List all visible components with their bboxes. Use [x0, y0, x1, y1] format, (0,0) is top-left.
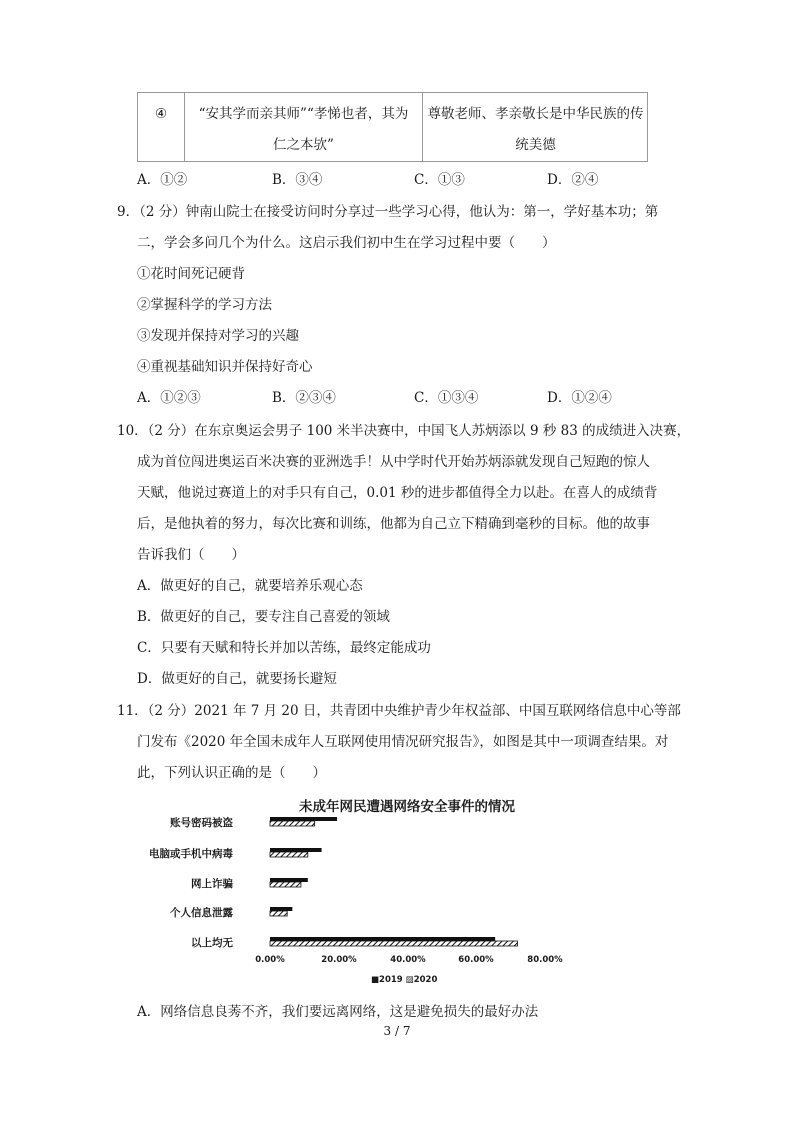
q11-stem-line: 11．（2 分）2021 年 7 月 20 日，共青团中央维护青少年权益部、中国互联网络信息中心等部 — [117, 703, 681, 719]
q11-stem-line: 门发布《2020 年全国未成年人互联网使用情况研究报告》，如图是其中一项调查结果。对 — [137, 734, 669, 750]
q9-item: ③发现并保持对学习的兴趣 — [137, 328, 299, 344]
q9-option-b[interactable]: B．②③④ — [272, 390, 336, 406]
chart-category-label: 个人信息泄露 — [170, 907, 233, 919]
bar-2020 — [270, 882, 301, 887]
q10-option-a[interactable]: A．做更好的自己，就要培养乐观心态 — [137, 578, 363, 594]
bar-2020 — [270, 852, 308, 857]
bar-2019 — [270, 848, 322, 852]
bar-2019 — [270, 817, 337, 821]
page-number: 3 / 7 — [383, 1024, 411, 1038]
q10-option-d[interactable]: D．做更好的自己，就要扬长避短 — [137, 671, 337, 687]
q9-stem-line2: 二，学会多问几个为什么。这启示我们初中生在学习过程中要（ ） — [137, 235, 556, 251]
bar-2019 — [270, 907, 292, 911]
q10-option-c[interactable]: C．只要有天赋和特长并加以苦练，最终定能成功 — [137, 640, 431, 656]
chart-tick-label: 20.00% — [321, 955, 357, 965]
q10-stem-line: 后，是他执着的努力，每次比赛和训练，他都为自己立下精确到毫秒的目标。他的故事 — [137, 516, 650, 532]
chart-category-label: 网上诈骗 — [191, 878, 233, 890]
q9-option-c[interactable]: C．①③④ — [414, 390, 479, 406]
q9-option-a[interactable]: A．①②③ — [137, 390, 201, 406]
q11-option-a[interactable]: A．网络信息良莠不齐，我们要远离网络，这是避免损失的最好办法 — [137, 1004, 539, 1020]
bar-2020 — [270, 911, 287, 916]
q10-option-b[interactable]: B．做更好的自己，要专注自己喜爱的领域 — [137, 609, 390, 625]
bar-2019 — [270, 937, 495, 941]
q8-option-c[interactable]: C．①③ — [414, 172, 465, 188]
legend-2019: ■2019 — [371, 975, 403, 985]
q10-stem-line: 10．（2 分）在东京奥运会男子 100 米半决赛中，中国飞人苏炳添以 9 秒 83 的成绩进入决赛， — [117, 423, 691, 439]
q9-item: ①花时间死记硬背 — [137, 266, 245, 282]
q11-stem-line: 此，下列认识正确的是（ ） — [137, 765, 326, 781]
table-row-number: ④ — [154, 106, 168, 122]
q8-option-b[interactable]: B．③④ — [272, 172, 323, 188]
table-meaning-line1: 尊敬老师、孝亲敬长是中华民族的传 — [427, 106, 644, 122]
bar-2020 — [270, 821, 315, 826]
chart-category-label: 账号密码被盗 — [170, 817, 233, 829]
legend-2020: ▨2020 — [405, 975, 438, 985]
chart-tick-label: 80.00% — [527, 955, 563, 965]
chart-category-label: 电脑或手机中病毒 — [149, 848, 233, 860]
q10-stem-line: 天赋，他说过赛道上的对手只有自己，0.01 秒的进步都值得全力以赴。在喜人的成绩背 — [137, 485, 658, 501]
table-quote-line1: “安其学而亲其师”“孝悌也者，其为 — [198, 106, 409, 122]
chart-category-label: 以上均无 — [191, 937, 233, 949]
table-meaning-line2: 统美德 — [515, 137, 556, 153]
chart-legend — [371, 975, 437, 985]
q8-option-d[interactable]: D．②④ — [547, 172, 599, 188]
table-quote-line2: 仁之本欤” — [273, 137, 334, 153]
q9-item: ②掌握科学的学习方法 — [137, 297, 272, 313]
q10-stem-line: 告诉我们（ ） — [137, 547, 245, 563]
bar-2020 — [270, 941, 518, 946]
chart-tick-label: 60.00% — [458, 955, 494, 965]
q10-stem-line: 成为首位闯进奥运百米决赛的亚洲选手！从中学时代开始苏炳添就发现自己短跑的惊人 — [137, 454, 650, 470]
q9-option-d[interactable]: D．①②④ — [547, 390, 612, 406]
chart-tick-label: 0.00% — [255, 955, 285, 965]
bar-2019 — [270, 878, 308, 882]
chart-tick-label: 40.00% — [390, 955, 426, 965]
q9-stem-line1: 9．（2 分）钟南山院士在接受访问时分享过一些学习心得，他认为：第一，学好基本功；第 — [117, 204, 659, 220]
chart-title: 未成年网民遭遇网络安全事件的情况 — [299, 799, 515, 815]
q8-option-a[interactable]: A．①② — [137, 172, 188, 188]
q9-item: ④重视基础知识并保持好奇心 — [137, 359, 313, 375]
